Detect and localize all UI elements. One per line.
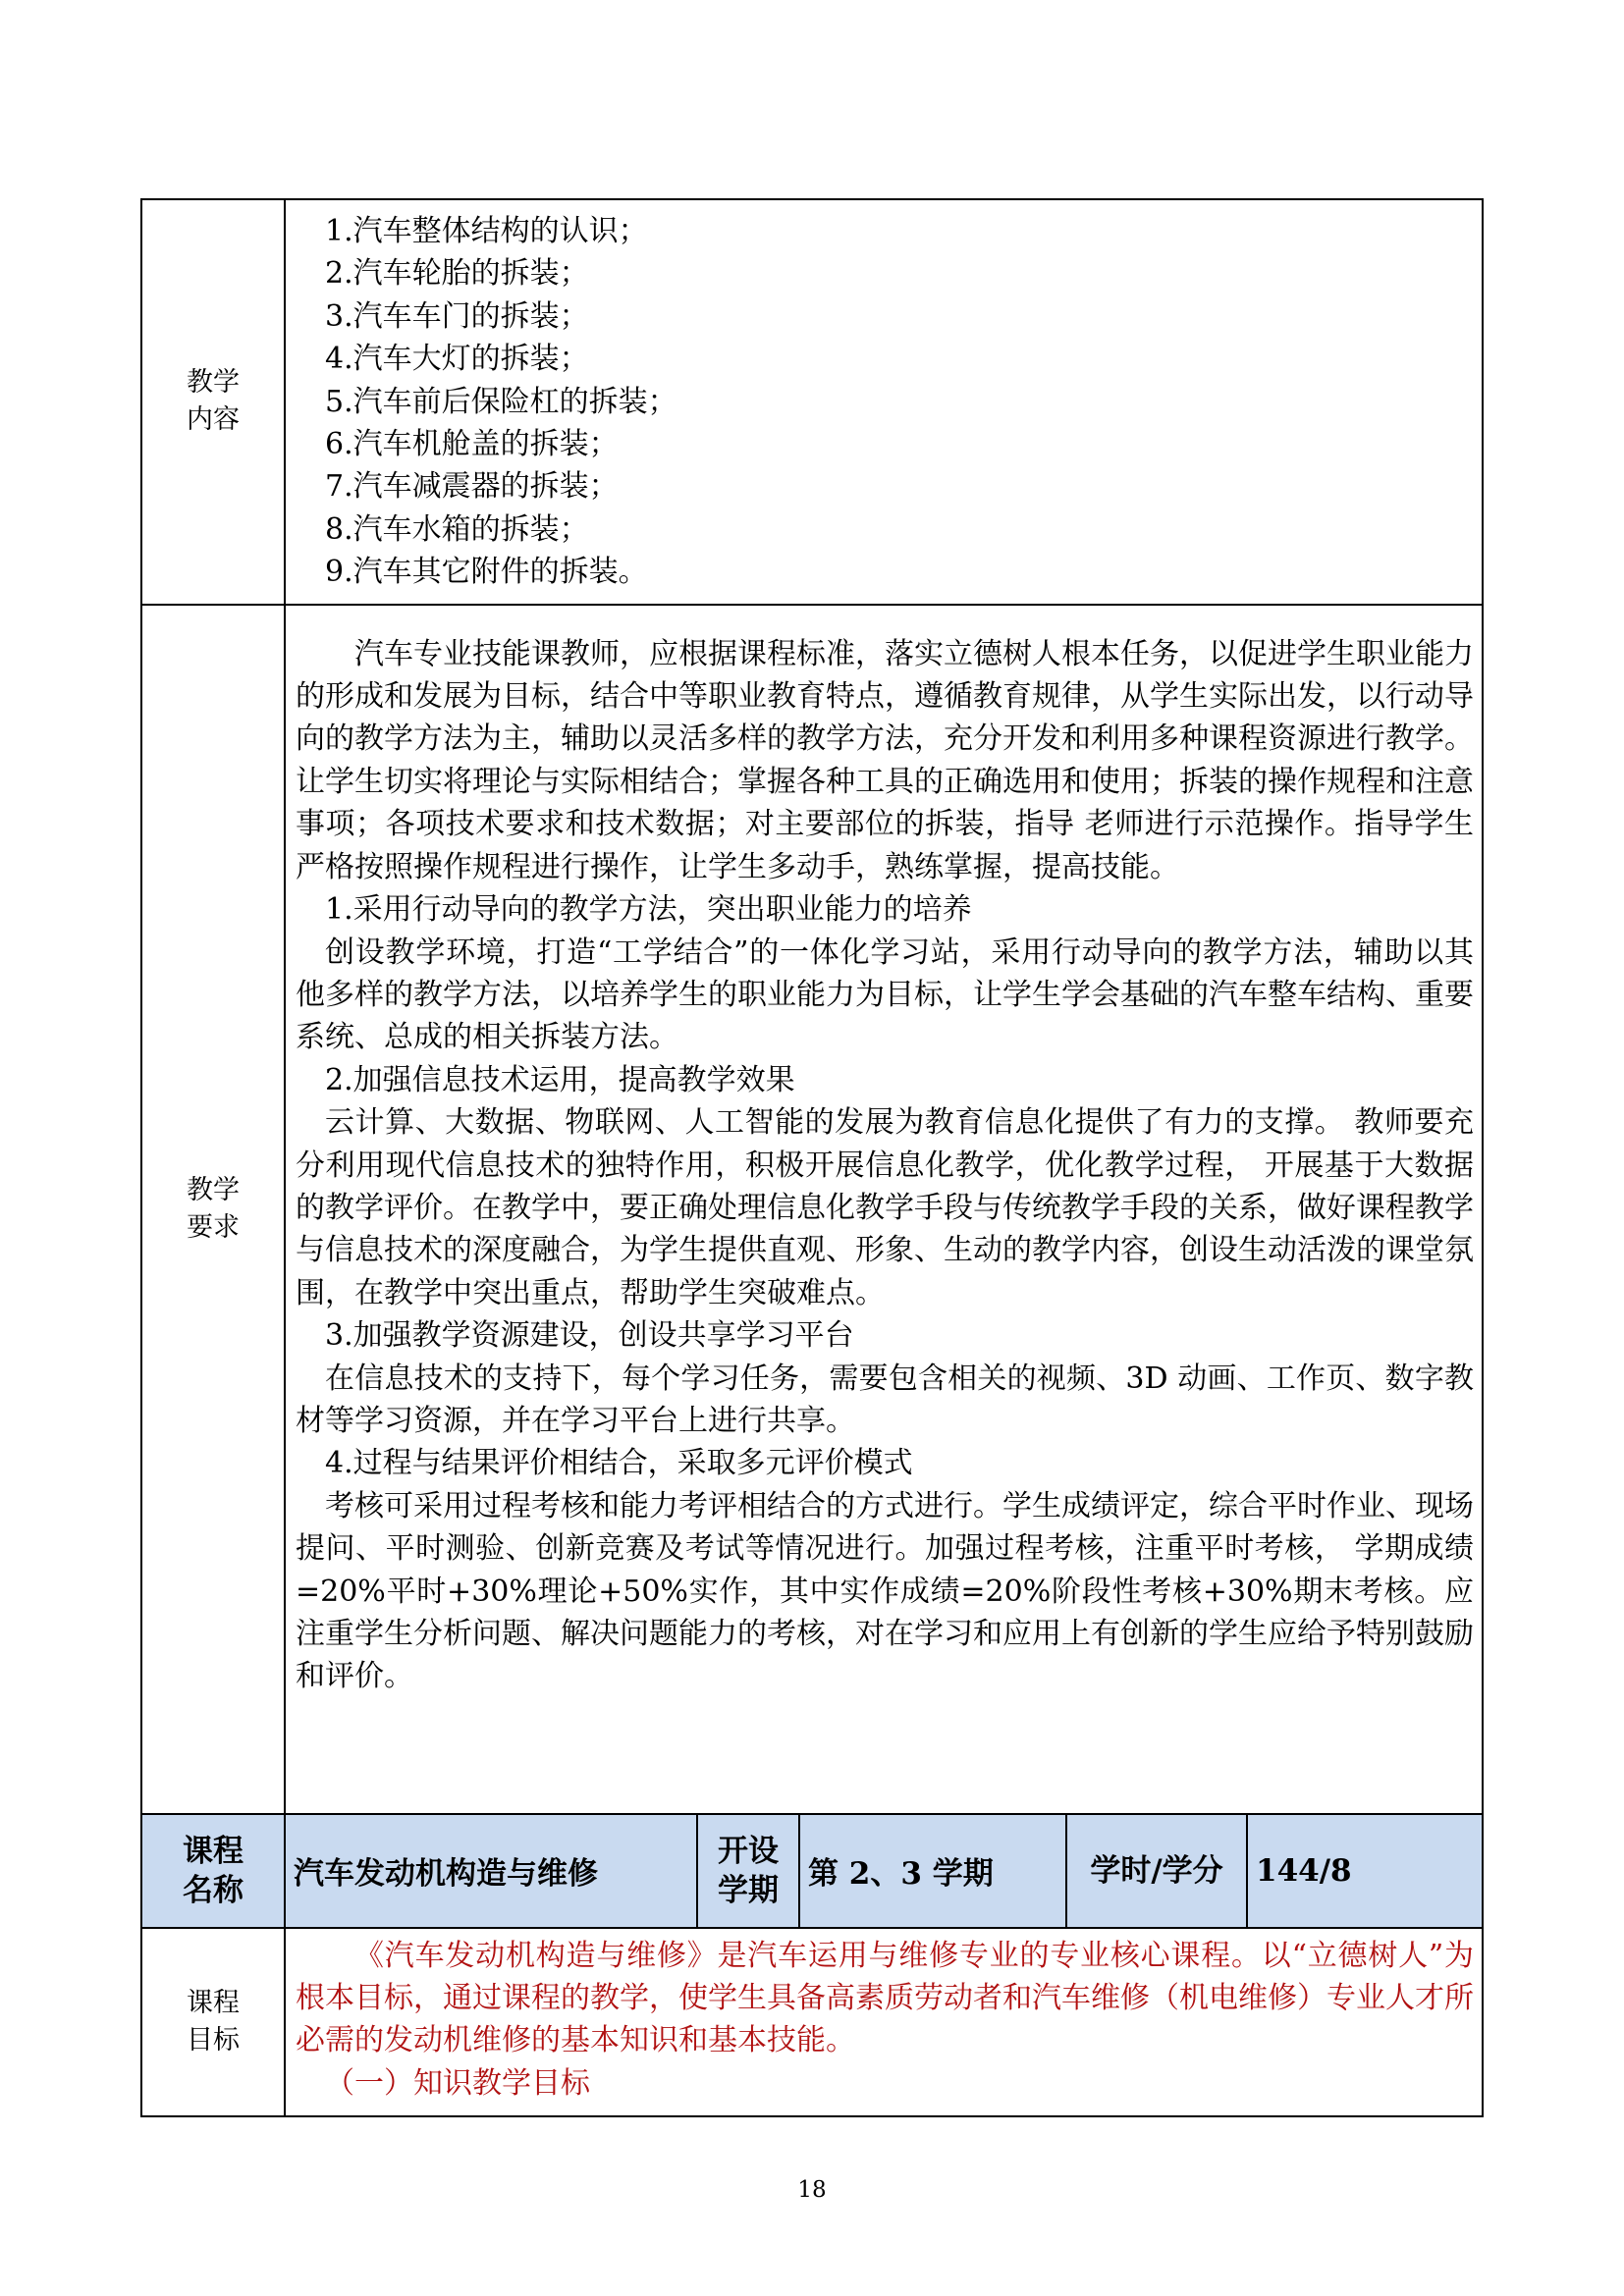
course-goal-row [141, 1928, 1483, 2116]
section-body: 考核可采用过程考核和能力考评相结合的方式进行。学生成绩评定，综合平时作业、现场提问、平时测验、创新竞赛及考试等情况进行。加强过程考核，注重平时考核， 学期成绩=20%平时+30%理论+50%实作，其中实作成绩=20%阶段性考核+30%期末考核。应注重学生分析问题、解决问题能力的考核，对在学习和应用上有创新的学生应给予特别鼓励和评价。 [296, 1488, 1475, 1694]
label-line: 开设 [718, 1833, 779, 1869]
list-item: 6.汽车机舱盖的拆装； [325, 427, 619, 462]
label-line: 课程 [183, 1833, 244, 1869]
section-heading: 2.加强信息技术运用，提高教学效果 [325, 1062, 795, 1097]
teaching-content-row [141, 199, 1483, 605]
list-item: 1.汽车整体结构的认识； [325, 214, 648, 248]
list-item: 4.汽车大灯的拆装； [325, 342, 589, 377]
list-item: 3.汽车车门的拆装； [325, 298, 589, 334]
list-item: 9.汽车其它附件的拆装。 [325, 555, 648, 590]
hours-value: 144/8 [1247, 1814, 1483, 1928]
section-body: 云计算、大数据、物联网、人工智能的发展为教育信息化提供了有力的支撑。 教师要充分利用现代信息技术的独特作用，积极开展信息化教学，优化教学过程， 开展基于大数据的教学评价。在教学中，要正确处理信息化教学手段与传统教学手段的关系，做好课程教学与信息技术的深度融合，为学生提供直观、形象、生动的教学内容，创设生动活泼的课堂氛围，在教学中突出重点，帮助学生突破难点。 [296, 1105, 1475, 1310]
teaching-requirements-label [141, 605, 285, 1814]
goal-sub-heading: （一）知识教学目标 [325, 2065, 590, 2101]
label-line: 学期 [718, 1872, 779, 1908]
teaching-requirements-cell [285, 605, 1483, 1814]
section-body: 在信息技术的支持下，每个学习任务，需要包含相关的视频、3D 动画、工作页、数字教材等学习资源，并在学习平台上进行共享。 [296, 1361, 1475, 1438]
list-item: 7.汽车减震器的拆装； [325, 469, 619, 505]
label-line: 教学 [187, 367, 240, 399]
course-goal-label [141, 1928, 285, 2116]
label-line: 课程 [187, 1987, 240, 2018]
teaching-content-label [141, 199, 285, 605]
goal-intro: 《汽车发动机构造与维修》是汽车运用与维修专业的专业核心课程。以“立德树人”为根本目标，通过课程的教学，使学生具备高素质劳动者和汽车维修（机电维修）专业人才所必需的发动机维修的基本知识和基本技能。 [296, 1938, 1475, 2058]
teaching-content-cell [285, 199, 1483, 605]
list-item: 5.汽车前后保险杠的拆装； [325, 384, 677, 419]
section-heading: 3.加强教学资源建设，创设共享学习平台 [325, 1318, 854, 1354]
label-line: 名称 [183, 1872, 244, 1908]
label-line: 要求 [187, 1211, 240, 1243]
course-goal-cell [285, 1928, 1483, 2116]
semester-label [697, 1814, 799, 1928]
course-name-value: 汽车发动机构造与维修 [285, 1814, 697, 1928]
section-heading: 1.采用行动导向的教学方法，突出职业能力的培养 [325, 892, 972, 928]
label-line: 内容 [187, 404, 240, 436]
course-table [140, 198, 1484, 2117]
section-body: 创设教学环境，打造“工学结合”的一体化学习站，采用行动导向的教学方法，辅助以其他多样的教学方法，以培养学生的职业能力为目标，让学生学会基础的汽车整车结构、重要系统、总成的相关拆装方法。 [296, 934, 1475, 1055]
page-number: 18 [797, 2177, 827, 2203]
teaching-requirements-row [141, 605, 1483, 1814]
list-item: 8.汽车水箱的拆装； [325, 511, 589, 547]
label-line: 教学 [187, 1174, 240, 1205]
semester-value: 第 2、3 学期 [799, 1814, 1066, 1928]
label-line: 目标 [187, 2024, 240, 2056]
course-name-label [141, 1814, 285, 1928]
section-heading: 4.过程与结果评价相结合，采取多元评价模式 [325, 1446, 913, 1481]
hours-label: 学时/学分 [1066, 1814, 1247, 1928]
list-item: 2.汽车轮胎的拆装； [325, 256, 589, 292]
requirements-intro: 汽车专业技能课教师，应根据课程标准，落实立德树人根本任务，以促进学生职业能力的形成和发展为目标，结合中等职业教育特点，遵循教育规律，从学生实际出发，以行动导向的教学方法为主，辅助以灵活多样的教学方法，充分开发和利用多种课程资源进行教学。让学生切实将理论与实际相结合；掌握各种工具的正确选用和使用；拆装的操作规程和注意事项；各项技术要求和技术数据；对主要部位的拆装，指导 老师进行示范操作。指导学生严格按照操作规程进行操作，让学生多动手，熟练掌握，提高技能。 [296, 636, 1475, 884]
course-header-row [141, 1814, 1483, 1928]
